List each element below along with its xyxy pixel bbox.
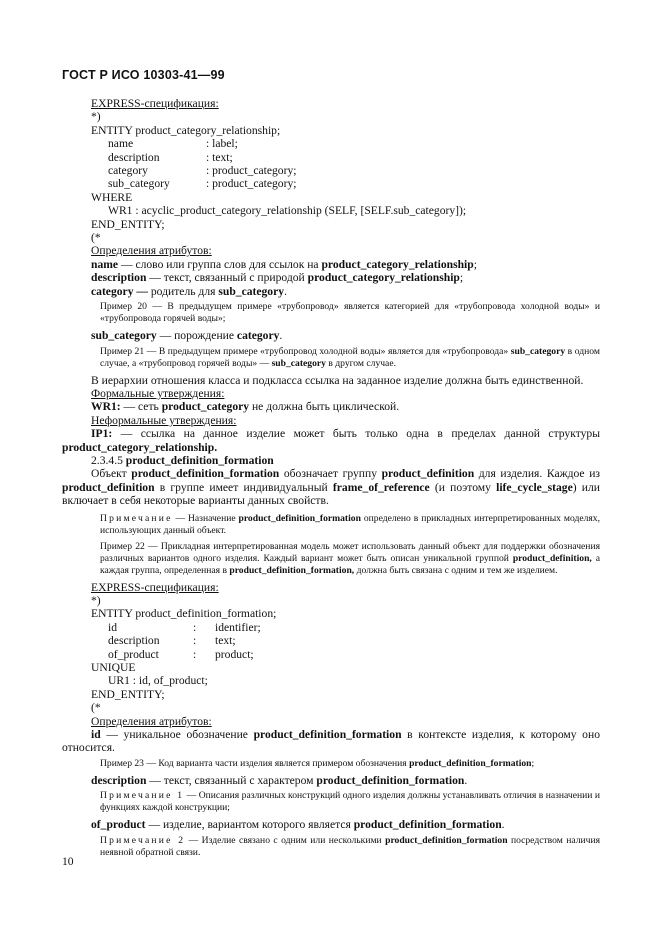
where-keyword: WHERE xyxy=(91,190,133,204)
attribute-line xyxy=(62,648,600,661)
page-content xyxy=(62,97,600,863)
note-1 xyxy=(62,790,600,814)
ref: category xyxy=(236,329,280,343)
term: name xyxy=(91,257,119,271)
attribute-name: id xyxy=(108,620,118,634)
para-ref: product_definition xyxy=(381,467,475,481)
formal-label: Формальные утверждения: xyxy=(91,386,225,400)
example-20: Пример 20 — В предыдущем примере «трубопровод» является категорией для «трубопровода холодной воды» и «трубопровода горячей воды»; xyxy=(100,301,600,325)
ref: product_definition_formation xyxy=(353,818,502,832)
ref: product_category_relationship. xyxy=(62,440,218,454)
attribute-name: of_product xyxy=(108,647,159,661)
attribute-name: name xyxy=(108,137,134,151)
attribute-name: description xyxy=(108,150,160,164)
def-text: — сеть xyxy=(120,400,162,414)
attribute-type: identifier; xyxy=(215,620,261,634)
note-text: определено в прикладных интерпретированных моделях, использующих данный объект. xyxy=(100,512,600,536)
attribute-type: : product_category; xyxy=(206,177,297,191)
ex-text: а каждая группа, определенная в xyxy=(100,552,600,576)
entity-declaration: ENTITY product_definition_formation; xyxy=(91,607,277,621)
note-ref: product_definition_formation xyxy=(385,834,508,846)
def-name xyxy=(62,258,600,271)
def-text: — ссылка на данное изделие может быть только одна в пределах данной структуры xyxy=(112,427,600,441)
attribute-line xyxy=(62,634,600,647)
attribute-type: product; xyxy=(215,647,254,661)
unique-keyword: UNIQUE xyxy=(91,661,136,674)
ex-ref: sub_category xyxy=(510,345,566,357)
where-rule: WR1 : acyclic_product_category_relationship (SELF, [SELF.sub_category]); xyxy=(108,204,467,218)
note-label: Примечание 2 xyxy=(100,834,186,846)
def-end: в контексте изделия, к которому оно относится. xyxy=(62,728,600,755)
ex-text: Пример 23 — Код варианта части изделия является примером обозначения xyxy=(100,757,410,769)
ref: sub_category xyxy=(218,284,285,298)
attribute-colon: : xyxy=(193,647,197,661)
term: IP1: xyxy=(91,427,113,441)
comment-close: *) xyxy=(91,110,101,124)
end-entity: END_ENTITY; xyxy=(91,217,165,231)
ex-text: ; xyxy=(531,757,535,769)
express-spec-label: EXPRESS-спецификация: xyxy=(91,580,219,594)
def-description xyxy=(62,271,600,284)
attribute-line xyxy=(62,137,600,150)
attribute-name: sub_category xyxy=(108,177,170,191)
attribute-type: : text; xyxy=(206,150,233,164)
def-of-product xyxy=(62,818,600,831)
note-text: — Изделие связано с одним или несколькими xyxy=(185,834,386,846)
def-end: . xyxy=(279,329,283,343)
attr-defs-label: Определения атрибутов: xyxy=(91,244,212,258)
ref: product_definition_formation xyxy=(253,728,402,742)
ex-text: в другом случае. xyxy=(325,357,396,369)
def-description xyxy=(62,774,600,787)
term: description xyxy=(91,271,147,285)
attribute-colon: : xyxy=(193,634,197,648)
section-paragraph xyxy=(62,467,600,507)
note-text: — Назначение xyxy=(172,512,239,524)
attribute-line xyxy=(62,621,600,634)
note-text: — Описания различных конструкций одного изделия должны устанавливать отличия в назначении и функциях каждой конструкции; xyxy=(100,790,600,814)
def-text: — уникальное обозначение xyxy=(100,728,254,742)
def-id xyxy=(62,728,600,755)
ex-ref: sub_category xyxy=(271,357,326,369)
def-end: ; xyxy=(459,271,464,285)
formal-rule-wr1 xyxy=(62,400,600,413)
entity-declaration: ENTITY product_category_relationship; xyxy=(91,123,281,137)
para-text: (и поэтому xyxy=(429,480,497,494)
ref: product_category_relationship xyxy=(307,271,460,285)
def-text: родитель для xyxy=(147,284,219,298)
attribute-line xyxy=(62,177,600,190)
def-text: — изделие, вариантом которого является xyxy=(145,818,354,832)
attribute-type: : product_category; xyxy=(206,164,297,178)
attribute-name: description xyxy=(108,634,160,648)
ex-text: должна быть связана с одним и тем же изделием. xyxy=(354,564,558,576)
comment-close: *) xyxy=(91,593,101,607)
express-spec-label: EXPRESS-спецификация: xyxy=(91,97,219,110)
page-header: ГОСТ Р ИСО 10303-41—99 xyxy=(62,68,225,82)
para-text: в группе имеет индивидуальный xyxy=(154,480,333,494)
def-end: ; xyxy=(473,257,477,271)
example-22 xyxy=(62,541,600,577)
note xyxy=(62,513,600,537)
note-label: Примечание 1 xyxy=(100,790,185,802)
note-ref: product_definition_formation xyxy=(238,512,361,524)
term: WR1: xyxy=(91,400,121,414)
term: description xyxy=(91,773,147,787)
ex-text: Пример 21 — В предыдущем примере «трубопровод холодной воды» является для «трубопровода» xyxy=(100,345,511,357)
para-ref: frame_of_reference xyxy=(332,480,430,494)
attribute-colon: : xyxy=(193,620,197,634)
term: sub_category xyxy=(91,329,157,343)
para-text: для изделия. Каждое из xyxy=(474,467,600,481)
def-end: . xyxy=(284,284,287,298)
ex-text: Пример 22 — Прикладная интерпретированная модель может использовать данный объект для поддержки обозначения различных вариантов одного изделия. Каждый вариант может быть описан уникальной группой xyxy=(100,540,600,564)
para-ref: product_definition xyxy=(62,480,155,494)
def-category xyxy=(62,285,600,298)
term: id xyxy=(91,728,101,742)
para-ref: product_definition_formation xyxy=(131,467,280,481)
ref: product_category xyxy=(161,400,250,414)
heading-number: 2.3.4.5 xyxy=(91,453,126,467)
informal-rule-ip1 xyxy=(62,427,600,454)
def-end: . xyxy=(464,773,468,787)
comment-open: (* xyxy=(91,231,101,245)
attribute-type: text; xyxy=(215,634,236,648)
hierarchy-text: В иерархии отношения класса и подкласса ссылка на заданное изделие должна быть единственной. xyxy=(91,373,584,387)
end-entity: END_ENTITY; xyxy=(91,687,165,701)
ex-ref: product_definition_formation, xyxy=(229,564,355,576)
def-text: — текст, связанный с природой xyxy=(146,271,308,285)
para-text: ) или включает в себя некоторые варианты данных свойств. xyxy=(62,480,600,508)
section-heading xyxy=(62,454,600,467)
term: of_product xyxy=(91,818,146,832)
def-sub-category xyxy=(62,329,600,342)
informal-label: Неформальные утверждения: xyxy=(91,413,237,427)
note-text: посредством наличия неявной обратной связи. xyxy=(100,834,601,858)
attribute-line xyxy=(62,151,600,164)
ex-ref: product_definition, xyxy=(512,552,592,564)
para-text: Объект xyxy=(91,467,132,481)
para-text: обозначает группу xyxy=(279,467,382,481)
def-end: не должна быть циклической. xyxy=(249,400,400,414)
ex-ref: product_definition_formation xyxy=(409,757,532,769)
note-2 xyxy=(62,835,600,859)
attribute-name: category xyxy=(108,164,148,178)
def-end: . xyxy=(501,818,505,832)
heading-name: product_definition_formation xyxy=(125,453,274,467)
ref: product_category_relationship xyxy=(321,257,474,271)
example-21 xyxy=(62,346,600,370)
ex-text: в одном случае, а «трубопровод горячей воды» — xyxy=(100,345,600,369)
example-23 xyxy=(62,758,600,770)
comment-open: (* xyxy=(91,701,101,715)
def-text: — слово или группа слов для ссылок на xyxy=(118,257,322,271)
attribute-type: : label; xyxy=(206,137,238,151)
attr-defs-label: Определения атрибутов: xyxy=(91,714,212,728)
unique-rule: UR1 : id, of_product; xyxy=(108,674,208,688)
para-ref: life_cycle_stage xyxy=(496,480,573,494)
attribute-line xyxy=(62,164,600,177)
note-label: Примечание xyxy=(100,512,173,524)
page-number: 10 xyxy=(62,855,74,868)
def-text: — текст, связанный с характером xyxy=(146,773,317,787)
ref: product_definition_formation xyxy=(316,773,465,787)
def-text: — порождение xyxy=(156,329,237,343)
term: category — xyxy=(91,284,148,298)
